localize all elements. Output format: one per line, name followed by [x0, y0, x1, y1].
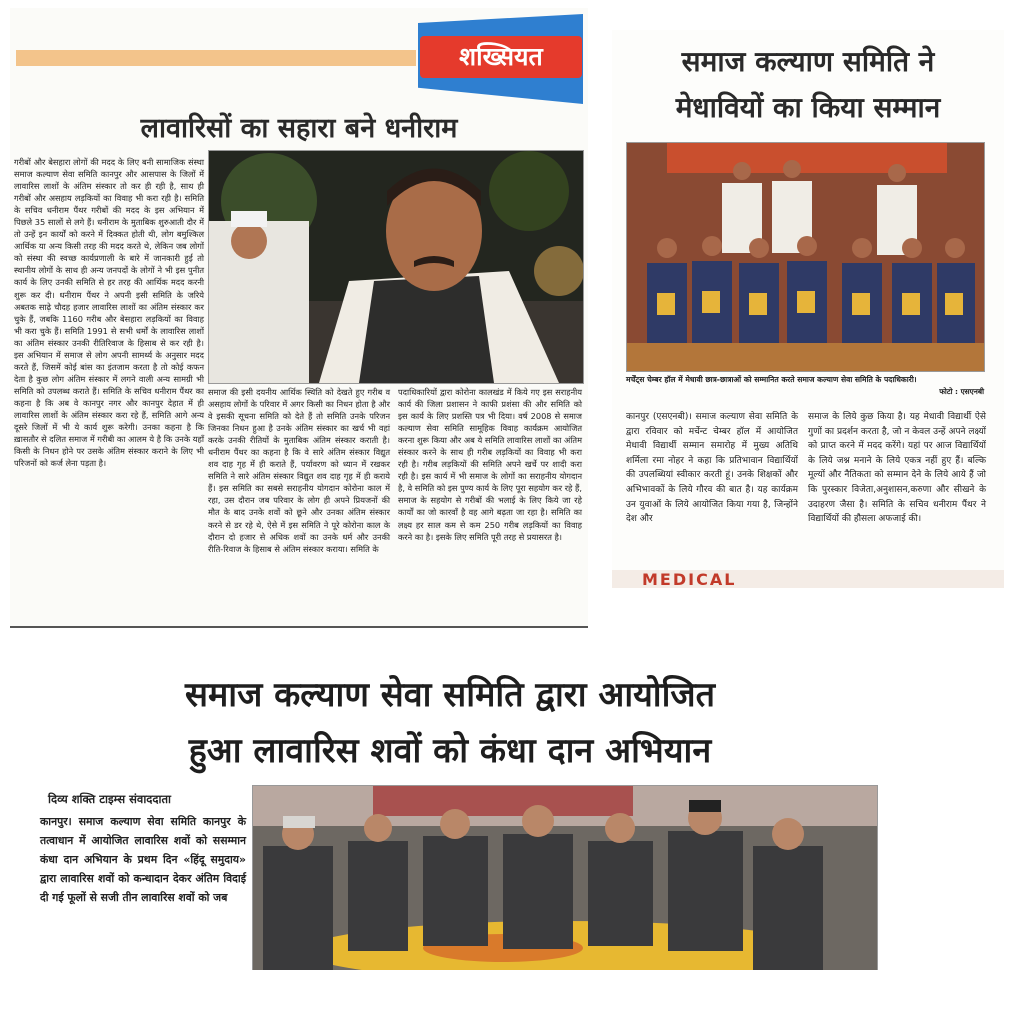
article-col-2: समाज की इसी दयनीय आर्थिक स्थिति को देखते हुए गरीब व असहाय लोगों के परिवार में अगर किसी का निधन होता है और वे इसकी सूचना समिति को देते हैं तो समिति उनके परिजन जिनका निधन हुआ है उनके अंतिम संस्कार का खर्च भी वहां करके उनकी रीतियों के मुताबिक अंतिम संस्कार कराती है। धनीराम पैंथर का कहना है कि वे सारे अंतिम संस्कार विद्युत शव दाह गृह में ही कराते हैं, पर्यावरण को ध्यान में रखकर समिति ने सारे अंतिम संस्कार विद्युत शव दाह गृह में ही कराये हैं। इस समिति का सबसे सराहनीय योगदान कोरोना काल में रहा, उस दौरान जब परिवार के लोग ही अपने प्रियजनों की मौत के बाद उनके शवों को छूने और उनका अंतिम संस्कार करने से डर रहे थे, ऐसे में इस समिति ने पूरे कोरोना काल के दौरान दो हजार से अधिक शवों का उनके धर्म और उनकी रीति-रिवाज के हिसाब से अंतिम संस्कार कराया। समिति के [208, 387, 390, 554]
section-banner-stripe [16, 50, 416, 66]
clipping-campaign [10, 660, 910, 970]
clip2-col-2: समाज के लिये कुछ किया है। यह मेधावी विद्यार्थी ऐसे गुणों का प्रदर्शन करता है, जो न केवल उन्हें अपने लक्ष्यों को प्राप्त करने में मदद करेंगे। यहां पर आज विद्यार्थियों के लिये जश्न मनाने के लिये एकत्र नहीं हुए हैं। बल्कि मूल्यों और नैतिकता को सम्मान देने के लिये आये हैं जो कि पुरस्कार विजेता,अनुशासन,करुणा और सीखने के उदाहरण जैसा है। समिति के सचिव धनीराम पैंथर ने विद्यार्थियों की हौसला अफजाई की। [808, 412, 986, 525]
footer-strip [612, 570, 1004, 588]
portrait-photo [208, 150, 584, 384]
clip3-body: कानपुर। समाज कल्याण सेवा समिति कानपुर के तत्वाधान में आयोजित लावारिस शवों को ससम्मान कंधा दान अभियान के प्रथम दिन «हिंदू समुदाय» द्वारा लावारिस शवों को कन्धादान देकर अंतिम विदाई दी गई फूलों से सजी तीन लावारिस शवों को जब [40, 815, 246, 904]
felicitation-photo [626, 142, 985, 372]
portrait-photo-image [209, 151, 583, 383]
headline-clip1: लावारिसों का सहारा बने धनीराम [140, 113, 458, 144]
article-col-3: पदाधिकारियों द्वारा कोरोना कालखंड में किये गए इस सराहनीय कार्य की जिला प्रशासन ने काफी प्रशंसा की और समिति को इस कार्य के लिए प्रशस्ति पत्र भी दिया। वर्ष 2008 से समाज कल्याण सेवा समिति सामूहिक विवाह कार्यक्रम आयोजित करना शुरू किया और अब ये समिति लावारिस लाशों का अंतिम संस्कार करने के साथ ही गरीब लड़कियों का विवाह भी करा रही है। गरीब लड़कियों की समिति अपने खर्चे पर शादी करा रही है। इस कार्य में भी समाज के लोगों का सराहनीय योगदान है, वे समिति को इस पुण्य कार्य के लिए पूरा सहयोग कर रहे हैं, समाज के सहयोग से गरीबों की भलाई के लिए किये जा रहे कार्यों का जो कारवाँ है वह आगे बढ़ता जा रहा है। समिति का लक्ष्य हर साल कम से कम 250 गरीब लड़कियों का विवाह करने का है। इसके लिए समिति पूरी तरह से प्रयासरत है। [398, 387, 582, 542]
byline: दिव्य शक्ति टाइम्स संवाददाता [48, 792, 172, 806]
clip2-col-1: कानपुर (एसएनबी)। समाज कल्याण सेवा समिति के द्वारा रविवार को मर्चेन्ट चेम्बर हॉल में आयोजित मेधावी विद्यार्थी सम्मान समारोह में मुख्य अतिथि शर्मिला रमा नोहर ने कहा कि प्रतिभावान विद्यार्थियों की उपलब्धियां स्वीकार करती हूं। उनके शिक्षकों और अभिभावकों के लिये गौरव की बात है। यह कार्यक्रम उन युवाओं के लिये आयोजित किया गया है, जिन्होंने देश और [626, 412, 798, 525]
photo-credit: फोटो : एसएनबी [939, 387, 984, 396]
headline-clip3-line2: हुआ लावारिस शवों को कंधा दान अभियान [188, 731, 712, 771]
campaign-photo-image [253, 786, 877, 970]
clipping-felicitation [612, 30, 1004, 588]
article-col-1: गरीबों और बेसहारा लोगों की मदद के लिए बनी सामाजिक संस्था समाज कल्याण सेवा समिति कानपुर और आसपास के जिलों में लावारिस लाशों के अंतिम संस्कार तो कर ही रही है, साथ ही गरीबों और असहाय लड़कियों का विवाह भी करा रही है। समिति के सचिव धनीराम पैंथर गरीबों की मदद के इस अभियान में पिछले 35 सालों से लगे हैं। धनीराम के मुताबिक शुरुआती दौर में तो उन्हें इन कार्यों को करने में दिक्कत होती थी, लोग बमुश्किल आर्थिक या अन्य किसी तरह की मदद करते थे, लेकिन जब लोगों को संस्था की स्वच्छ कार्यप्रणाली के बारे में जानकारी हुई तो स्थानीय लोगों के साथ ही अन्य जनपदों के लोगों ने भी इस पुनीत कार्य के लिए उनकी समिति से हर तरह की आर्थिक मदद करनी शुरू कर दी। धनीराम पैंथर ने अपनी इसी समिति के जरिये अबतक साढ़े चौदह हजार लावारिस लाशों का अंतिम संस्कार कर चुके हैं, जबकि 1160 गरीब और बेसहारा लड़कियों का विवाह भी करा चुके हैं। समिति 1991 से सभी धर्मों के लावारिस लाशों का अंतिम संस्कार उनकी रीतिरिवाज के हिसाब से कर रही है। इस अभियान में समाज से लोग अपनी सामर्थ्य के अनुसार मदद करते हैं, जिसमें कोई बांस का इंतजाम करता है तो कोई कफन देता है कुछ लोग अंतिम संस्कार में लगने वाली अन्य सामग्री भी समिति को उपलब्ध कराते हैं। समिति के सचिव धनीराम पैंथर का कहना है कि अब वे कानपुर नगर और कानपुर देहात में ही लावारिस लाशों के अंतिम संस्कार करा रहे हैं, समिति आगे अन्य दूसरे जिलों में भी ये कार्य शुरू करेगी। उनका कहना है कि ख़ासतौर से दलित समाज में गरीबी का आलम ये है कि उनके यहाँ किसी के निधन होने पर उसके अंतिम संस्कार कराने के लिए भी परिजनों को कर्ज लेना पड़ता है। [14, 157, 204, 469]
campaign-photo [252, 785, 878, 970]
felicitation-photo-image [627, 143, 984, 371]
headline-clip2-line2: मेधावियों का किया सम्मान [675, 91, 941, 124]
clip1-bottom-rule [10, 626, 588, 628]
headline-clip3-line1: समाज कल्याण सेवा समिति द्वारा आयोजित [184, 675, 716, 715]
clipping-profile [10, 8, 588, 628]
photo-caption: मर्चेंट्स चेम्बर हॉल में मेधावी छात्र-छात्राओं को सम्मानित करते समाज कल्याण सेवा समिति के पदाधिकारी। [626, 375, 917, 384]
headline-clip2-line1: समाज कल्याण समिति ने [681, 45, 935, 78]
footer-strip-text: MEDICAL [642, 570, 737, 588]
section-tag: शख्सियत [420, 36, 582, 78]
